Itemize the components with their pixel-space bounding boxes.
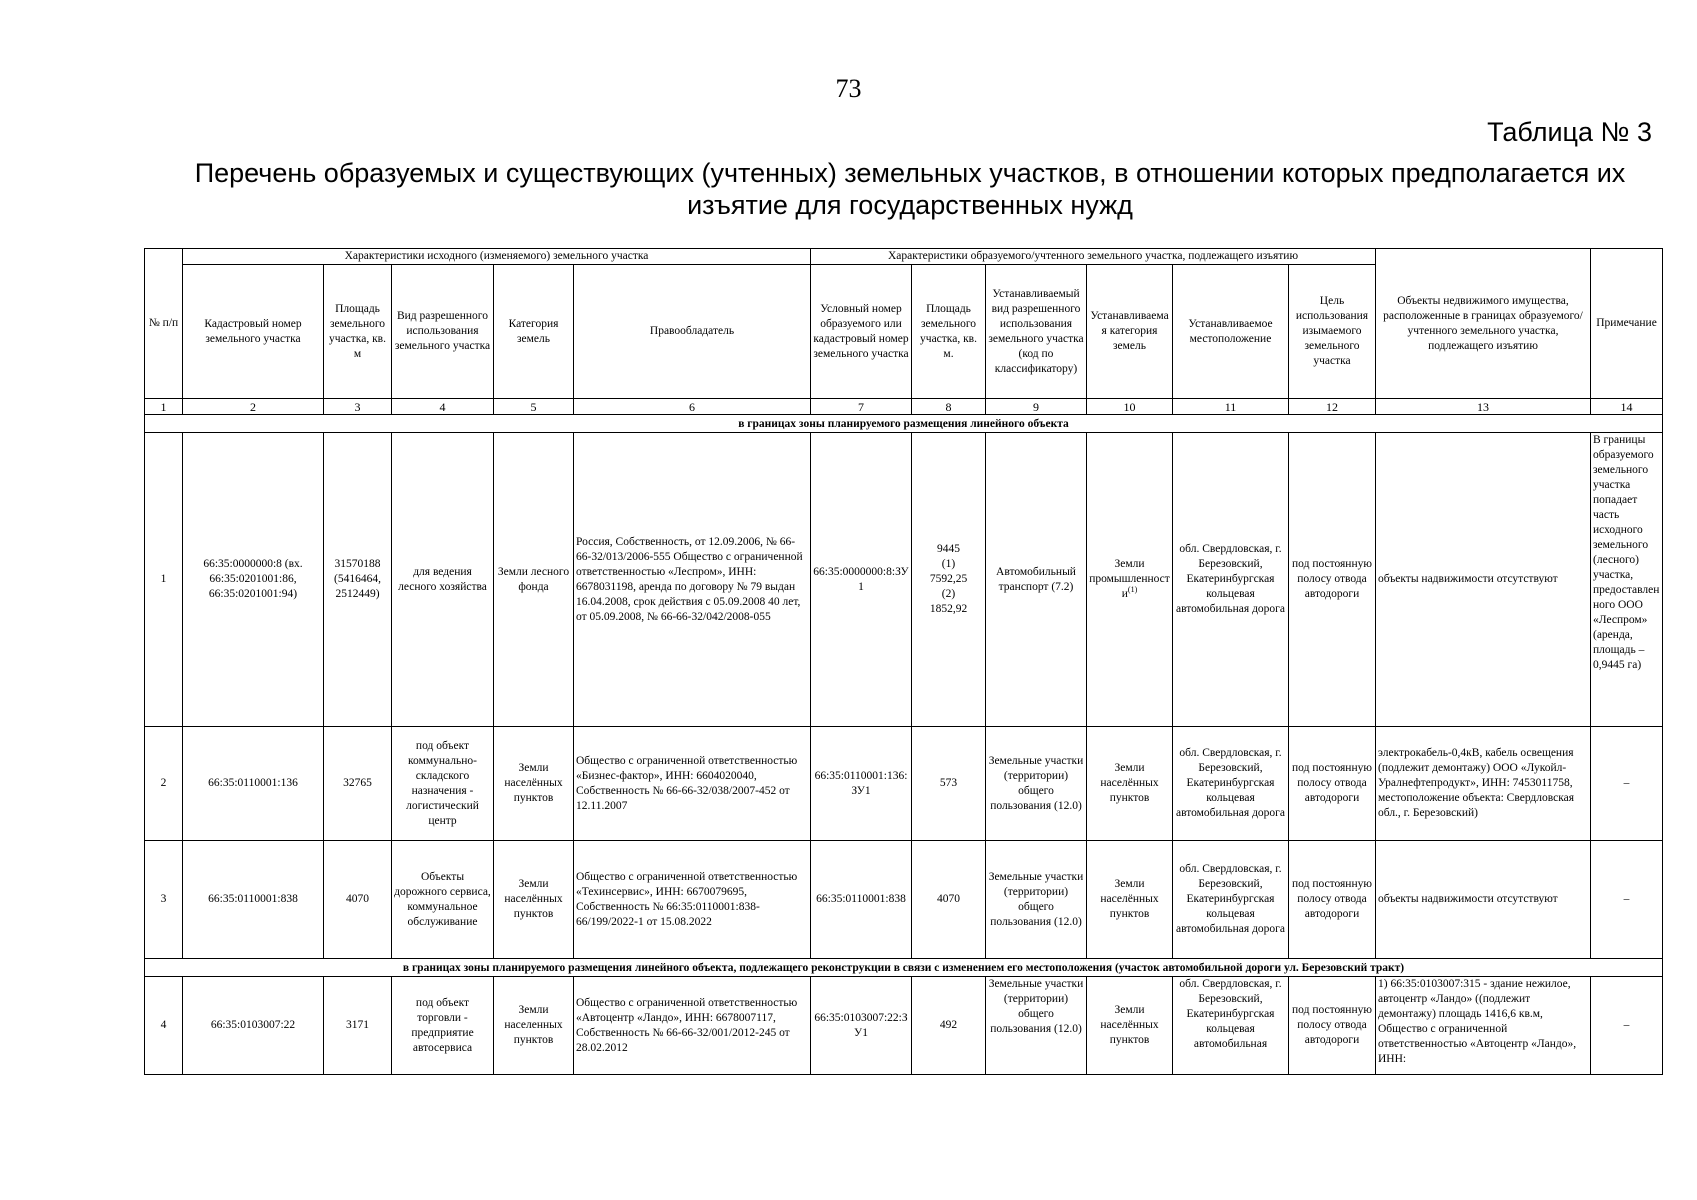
header-set-use: Устанавливаемый вид разрешенного использования земельного участка (код по классификатору): [986, 265, 1087, 399]
use-purpose: под постоянную полосу отвода автодороги: [1289, 977, 1376, 1075]
table-label: Таблица № 3: [1487, 117, 1652, 147]
set-category-cell: [1087, 433, 1173, 727]
set-permitted-use: Земельные участки (территории) общего пользования (12.0): [986, 841, 1087, 959]
row-number: 1: [145, 433, 183, 727]
plot-area: 32765: [324, 727, 392, 841]
col-number: 3: [324, 399, 392, 415]
document-title: Перечень образуемых и существующих (учтенных) земельных участков, в отношении которых предполагается их изъятие для государственных нужд: [194, 158, 1626, 220]
cadastral-number: 66:35:0110001:838: [183, 841, 324, 959]
conditional-number: 66:35:0110001:136:ЗУ1: [811, 727, 912, 841]
header-purpose: Цель использования изымаемого земельного участка: [1289, 265, 1376, 399]
header-holder: Правообладатель: [574, 265, 811, 399]
set-category: Земли населённых пунктов: [1087, 727, 1173, 841]
formed-area: 4070: [912, 841, 986, 959]
col-number: 2: [183, 399, 324, 415]
table-row: [145, 433, 1663, 727]
note: –: [1591, 977, 1663, 1075]
note: –: [1591, 841, 1663, 959]
section-heading: в границах зоны планируемого размещения линейного объекта: [145, 415, 1663, 433]
conditional-number: 66:35:0110001:838: [811, 841, 912, 959]
col-number: 5: [494, 399, 574, 415]
col-number: 12: [1289, 399, 1376, 415]
land-category: Земли лесного фонда: [494, 433, 574, 727]
note: В границы образуемого земельного участка попадает часть исходного земельного (лесного) участка, предоставленного ООО «Леспром» (аренда, площадь – 0,9445 га): [1591, 433, 1663, 727]
header-category: Категория земель: [494, 265, 574, 399]
col-number: 9: [986, 399, 1087, 415]
header-cadastral: Кадастровый номер земельного участка: [183, 265, 324, 399]
permitted-use: под объект коммунально-складского назначения - логистический центр: [392, 727, 494, 841]
property-objects: 1) 66:35:0103007:315 - здание нежилое, автоцентр «Ландо» ((подлежит демонтажу) площадь 1416,6 кв.м, Общество с ограниченной ответственностью «Автоцентр «Ландо», ИНН:: [1376, 977, 1591, 1075]
formed-area: 573: [912, 727, 986, 841]
land-plots-table: [144, 248, 1663, 1075]
header-objects: Объекты недвижимого имущества, расположенные в границах образуемого/учтенного земельного участка, подлежащего изъятию: [1376, 249, 1591, 399]
section-heading-row: [145, 415, 1663, 433]
col-number: 13: [1376, 399, 1591, 415]
cadastral-number: 66:35:0103007:22: [183, 977, 324, 1075]
formed-area: 9445 (1) 7592,25 (2) 1852,92: [912, 433, 986, 727]
conditional-number: 66:35:0103007:22:ЗУ1: [811, 977, 912, 1075]
set-category: Земли промышленности: [1089, 558, 1170, 600]
row-number: 2: [145, 727, 183, 841]
section-heading-row: [145, 959, 1663, 977]
col-number: 11: [1173, 399, 1289, 415]
column-number-row: [145, 399, 1663, 415]
property-objects: объекты надвижимости отсутствуют: [1376, 433, 1591, 727]
col-number: 7: [811, 399, 912, 415]
header-num: № п/п: [145, 249, 183, 399]
table-row: [145, 977, 1663, 1075]
header-area: Площадь земельного участка, кв. м: [324, 265, 392, 399]
land-category: Земли населенных пунктов: [494, 977, 574, 1075]
formed-area: 492: [912, 977, 986, 1075]
header-cond-num: Условный номер образуемого или кадастровый номер земельного участка: [811, 265, 912, 399]
right-holder: Россия, Собственность, от 12.09.2006, № 66-66-32/013/2006-555 Общество с ограниченной ответственностью «Леспром», ИНН: 6678031198, аренда по договору № 79 выдан 16.04.2008, срок действия с 05.09.2008 40 лет, от 05.09.2008, № 66-66-32/042/2008-055: [574, 433, 811, 727]
conditional-number: 66:35:0000000:8:ЗУ1: [811, 433, 912, 727]
land-category: Земли населённых пунктов: [494, 841, 574, 959]
property-objects: объекты надвижимости отсутствуют: [1376, 841, 1591, 959]
right-holder: Общество с ограниченной ответственностью «Техинсервис», ИНН: 6670079695, Собственность № 66:35:0110001:838-66/199/2022-1 от 15.08.2022: [574, 841, 811, 959]
col-number: 4: [392, 399, 494, 415]
col-number: 8: [912, 399, 986, 415]
use-purpose: под постоянную полосу отвода автодороги: [1289, 433, 1376, 727]
col-number: 6: [574, 399, 811, 415]
col-number: 10: [1087, 399, 1173, 415]
page-number: 73: [835, 74, 862, 103]
plot-area: 4070: [324, 841, 392, 959]
set-permitted-use: Земельные участки (территории) общего пользования (12.0): [986, 727, 1087, 841]
set-category: Земли населённых пунктов: [1087, 841, 1173, 959]
use-purpose: под постоянную полосу отвода автодороги: [1289, 841, 1376, 959]
header-set-category: Устанавливаемая категория земель: [1087, 265, 1173, 399]
permitted-use: Объекты дорожного сервиса, коммунальное обслуживание: [392, 841, 494, 959]
header-group-formed: Характеристики образуемого/учтенного земельного участка, подлежащего изъятию: [811, 249, 1376, 265]
header-use: Вид разрешенного использования земельного участка: [392, 265, 494, 399]
footnote-mark: (1): [1127, 585, 1138, 595]
header-area2: Площадь земельного участка, кв. м.: [912, 265, 986, 399]
set-location: обл. Свердловская, г. Березовский, Екатеринбургская кольцевая автомобильная: [1173, 977, 1289, 1075]
property-objects: электрокабель-0,4кВ, кабель освещения (подлежит демонтажу) ООО «Лукойл-Уралнефтепродукт», ИНН: 7453011758, местоположение объекта: Свердловская обл., г. Березовский): [1376, 727, 1591, 841]
header-set-location: Устанавливаемое местоположение: [1173, 265, 1289, 399]
cadastral-number: 66:35:0000000:8 (вх. 66:35:0201001:86, 66:35:0201001:94): [183, 433, 324, 727]
set-location: обл. Свердловская, г. Березовский, Екатеринбургская кольцевая автомобильная дорога: [1173, 841, 1289, 959]
col-number: 14: [1591, 399, 1663, 415]
set-location: обл. Свердловская, г. Березовский, Екатеринбургская кольцевая автомобильная дорога: [1173, 433, 1289, 727]
land-category: Земли населённых пунктов: [494, 727, 574, 841]
right-holder: Общество с ограниченной ответственностью «Автоцентр «Ландо», ИНН: 6678007117, Собственность № 66-66-32/001/2012-245 от 28.02.2012: [574, 977, 811, 1075]
header-group-row: [145, 249, 1663, 265]
set-location: обл. Свердловская, г. Березовский, Екатеринбургская кольцевая автомобильная дорога: [1173, 727, 1289, 841]
cadastral-number: 66:35:0110001:136: [183, 727, 324, 841]
use-purpose: под постоянную полосу отвода автодороги: [1289, 727, 1376, 841]
set-permitted-use: Автомобильный транспорт (7.2): [986, 433, 1087, 727]
row-number: 3: [145, 841, 183, 959]
header-group-source: Характеристики исходного (изменяемого) земельного участка: [183, 249, 811, 265]
plot-area: 3171: [324, 977, 392, 1075]
set-category: Земли населённых пунктов: [1087, 977, 1173, 1075]
row-number: 4: [145, 977, 183, 1075]
plot-area: 31570188 (5416464, 2512449): [324, 433, 392, 727]
right-holder: Общество с ограниченной ответственностью «Бизнес-фактор», ИНН: 6604020040, Собственность № 66-66-32/038/2007-452 от 12.11.2007: [574, 727, 811, 841]
note: –: [1591, 727, 1663, 841]
set-permitted-use: Земельные участки (территории) общего пользования (12.0): [986, 977, 1087, 1075]
table-row: [145, 727, 1663, 841]
permitted-use: для ведения лесного хозяйства: [392, 433, 494, 727]
table-row: [145, 841, 1663, 959]
permitted-use: под объект торговли - предприятие автосервиса: [392, 977, 494, 1075]
col-number: 1: [145, 399, 183, 415]
section-heading: в границах зоны планируемого размещения линейного объекта, подлежащего реконструкции в связи с изменением его местоположения (участок автомобильной дороги ул. Березовский тракт): [145, 959, 1663, 977]
header-notes: Примечание: [1591, 249, 1663, 399]
